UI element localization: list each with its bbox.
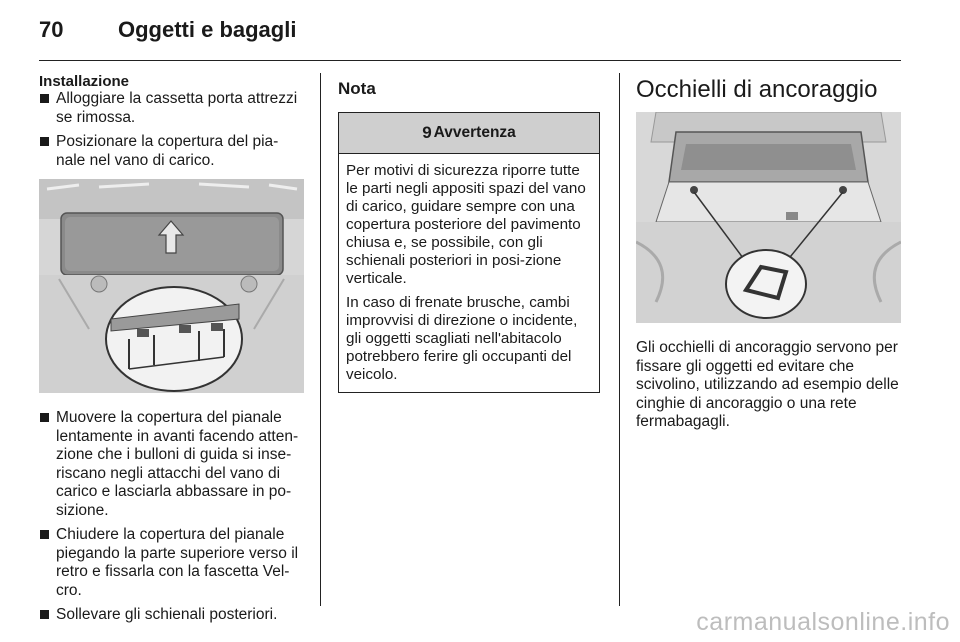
column-3 bbox=[636, 73, 901, 432]
warning-paragraph: Per motivi di sicurezza riporre tutte le parti negli appositi spazi del vano di carico, guidare sempre con una copertura posteriore del pavimento chiusa e, se possibile, con gli schienali posteriori in posi-zione verticale. bbox=[346, 162, 586, 287]
anchoring-eyes-illustration bbox=[636, 112, 901, 323]
watermark: carmanualsonline.info bbox=[696, 608, 950, 636]
list-item: Sollevare gli schienali posteriori. bbox=[39, 606, 304, 625]
bullet-square-icon bbox=[40, 530, 49, 539]
bullet-square-icon bbox=[40, 137, 49, 146]
list-item: Muovere la copertura del pianale lentamente in avanti facendo atten-zione che i bulloni di guida si inse-riscano negli attacchi del vano di carico e lasciarla abbassare in po-sizione. bbox=[39, 409, 304, 520]
list-item: Posizionare la copertura del pia-nale nel vano di carico. bbox=[39, 133, 304, 170]
installation-subheading: Installazione bbox=[39, 73, 130, 90]
cargo-cover-illustration bbox=[39, 179, 304, 393]
anchoring-eyes-paragraph: Gli occhielli di ancoraggio servono per fissare gli oggetti ed evitare che scivolino, utilizzando ad esempio delle cinghie di ancoraggio o una rete fermabagagli. bbox=[636, 339, 899, 430]
column-divider-2 bbox=[619, 73, 620, 606]
column-1 bbox=[39, 73, 304, 625]
bullet-square-icon bbox=[40, 413, 49, 422]
warning-paragraph: In caso di frenate brusche, cambi improvvisi di direzione o incidente, gli oggetti scagliati nell'abitacolo potrebbero ferire gli occupanti del veicolo. bbox=[346, 294, 578, 383]
anchoring-eyes-heading: Occhielli di ancoraggio bbox=[636, 76, 878, 103]
bullet-square-icon bbox=[40, 94, 49, 103]
page-number: 70 bbox=[39, 17, 64, 42]
list-item: Chiudere la copertura del pianale piegando la parte superiore verso il retro e fissarla con la fascetta Vel-cro. bbox=[39, 526, 304, 600]
header-divider bbox=[39, 60, 901, 61]
warning-box bbox=[338, 112, 600, 393]
column-divider-1 bbox=[320, 73, 321, 606]
warning-title: Avvertenza bbox=[433, 124, 516, 141]
warning-body bbox=[339, 154, 599, 392]
warning-triangle-icon: 9 bbox=[422, 123, 432, 142]
nota-label: Nota bbox=[338, 79, 376, 98]
warning-header bbox=[339, 113, 599, 154]
column-2 bbox=[338, 73, 600, 393]
list-item: Alloggiare la cassetta porta attrezzi se rimossa. bbox=[39, 90, 304, 127]
bullet-square-icon bbox=[40, 610, 49, 619]
section-title: Oggetti e bagagli bbox=[118, 17, 297, 42]
